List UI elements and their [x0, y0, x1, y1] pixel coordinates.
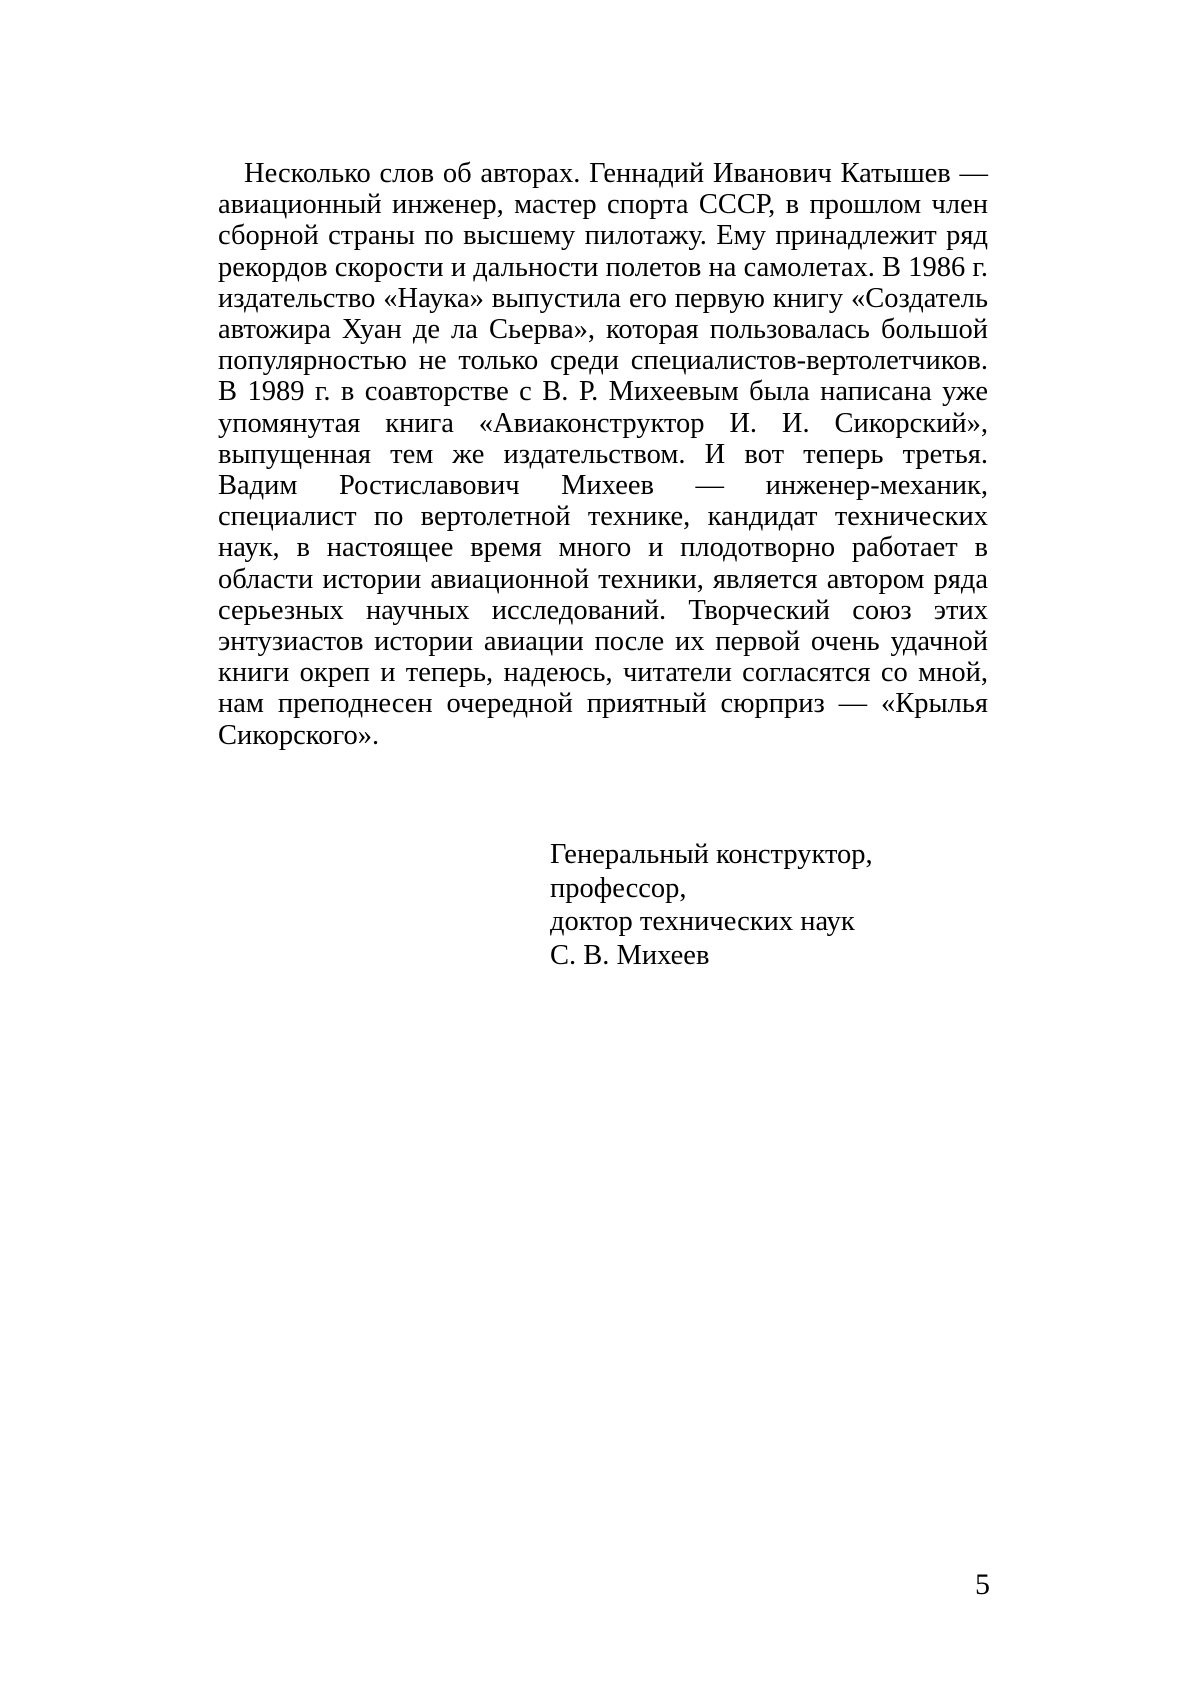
- signature-name: С. В. Михеев: [550, 939, 710, 971]
- signature-rank: профессор,: [550, 872, 687, 904]
- signature-block: [550, 838, 873, 972]
- page-number: 5: [975, 1568, 990, 1601]
- body-paragraph: Несколько слов об авторах. Геннадий Иванович Катышев — авиационный инженер, мастер спорта СССР, в прошлом член сборной страны по высшему пилотажу. Ему принадлежит ряд рекордов скорости и дальности полетов на самолетах. В 1986 г. издательство «Наука» выпустила его первую книгу «Создатель автожира Хуан де ла Сьерва», которая пользовалась большой популярностью не только среди специалистов-вертолетчиков. В 1989 г. в соавторстве с В. Р. Михеевым была написана уже упомянутая книга «Авиаконструктор И. И. Сикорский», выпущенная тем же издательством. И вот теперь третья. Вадим Ростиславович Михеев — инженер-механик, специалист по вертолетной технике, кандидат технических наук, в настоящее время много и плодотворно работает в области истории авиационной техники, является автором ряда серьезных научных исследований. Творческий союз этих энтузиастов истории авиации после их первой очень удачной книги окреп и теперь, надеюсь, читатели согласятся со мной, нам преподнесен очередной приятный сюрприз — «Крылья Сикорского».: [218, 158, 988, 751]
- signature-degree: доктор технических наук: [550, 906, 855, 937]
- signature-title: Генеральный конструктор,: [550, 839, 873, 870]
